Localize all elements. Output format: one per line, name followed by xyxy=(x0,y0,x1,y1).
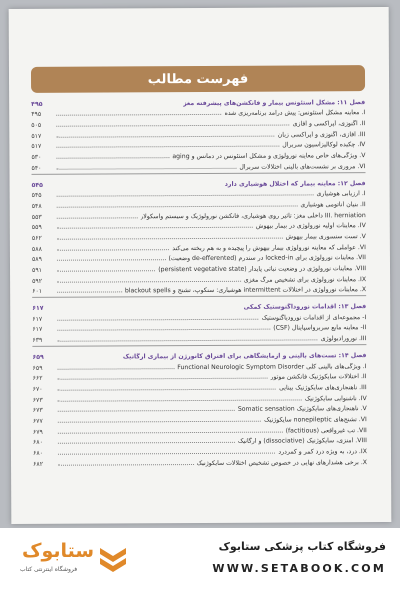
entry-page-number: ۶۷۹ xyxy=(32,428,43,436)
entry-page-number: ۵۸۸ xyxy=(31,245,42,253)
leader-dots xyxy=(57,270,155,272)
footer-banner xyxy=(0,528,400,589)
leader-dots xyxy=(58,453,275,455)
toc-entry[interactable] xyxy=(31,159,365,171)
entry-title: VI. عواملی که معاینه نورولوژی بیمار بیهوش را پیچیده و به هم ریخته می‌کند xyxy=(172,243,366,252)
entry-page-number: ۵۵۹ xyxy=(31,224,42,232)
entry-title: IX. درد، به ویژه درد کمر و کمردرد xyxy=(278,448,367,456)
entry-title: VII. تب غیرواقعی (factitious) xyxy=(285,426,367,435)
leader-dots xyxy=(58,399,302,401)
entry-title: IV. چکیده لوکالیزاسیون سربرال xyxy=(282,141,366,150)
entry-title: III. نوروراديولوژی xyxy=(320,335,367,343)
entry-page-number: ۵۴۵ xyxy=(31,192,42,200)
leader-dots xyxy=(56,125,289,127)
entry-title: V. ویژگی‌های خاص معاینه نورولوژی و مشکل استئونس در دمانس و aging xyxy=(172,152,366,161)
book-page xyxy=(9,7,392,524)
toc-entry[interactable] xyxy=(32,332,366,344)
entry-page-number: ۶۸۰ xyxy=(32,439,43,447)
entry-title: III. آفازی، آگنوزی و آپراکسی زبان xyxy=(277,130,366,139)
leader-dots xyxy=(57,195,314,197)
entry-title: I. معاینه مشکل استئونس: پیش درآمد برنامه‌ریزی شده xyxy=(224,109,366,118)
leader-dots xyxy=(57,259,166,261)
entry-page-number: ۶۶۲ xyxy=(32,375,43,383)
section-title: فصل ۱۴: تست‌های بالینی و آزمایشگاهی برای افتراق کانورژن از بیماری ارگانیک xyxy=(122,351,367,361)
entry-title: I. ارزیابی هوشیاری xyxy=(316,190,366,198)
entry-title: II. اختلالات سایکوژنیک فانکشن موتور xyxy=(270,373,367,381)
entry-title: IV. معاینات اولیه نورولوژی در بیمار بیهوش xyxy=(255,222,366,230)
toc-entry[interactable] xyxy=(32,283,366,295)
entry-title: I- مجموعه‌ای از اقدامات نورودیاگنوستیک xyxy=(261,313,367,322)
entry-title: VI. مروری بر نشست‌های بالینی اختلالات سربرال xyxy=(239,162,366,171)
entry-title: VII. معاینات نورولوژی برای locked-in در سندرم (de-efferented وضعیت) xyxy=(168,254,366,263)
entry-page-number: ۵۵۳ xyxy=(31,213,42,221)
toc-entry[interactable] xyxy=(31,149,365,161)
entry-page-number: ۴۹۵ xyxy=(31,111,42,119)
toc-header-bar xyxy=(31,65,365,93)
entry-page-number: ۵۸۹ xyxy=(31,256,42,264)
leader-dots xyxy=(58,442,235,444)
leader-dots xyxy=(56,157,169,159)
entry-page-number: ۶۷۰ xyxy=(32,385,43,393)
section-divider xyxy=(32,172,366,175)
entry-page-number: ۶۱۷ xyxy=(32,315,43,323)
setabook-logo[interactable] xyxy=(10,540,130,580)
leader-dots xyxy=(58,464,194,466)
entry-title: III. herniation داخلی مغز: تأثیر روی هوشیاری، فانکشن نورولوژیک و سیستم واسکولار xyxy=(140,211,366,220)
toc-section-heading[interactable] xyxy=(31,95,365,107)
leader-dots xyxy=(57,227,253,229)
entry-page-number: ۶۱۷ xyxy=(32,326,43,334)
entry-title: V. تست سنسوری بیمار بیهوش xyxy=(285,233,366,241)
entry-page-number: ۶۰۱ xyxy=(32,288,43,296)
store-name: فروشگاه کتاب پزشکی ستابوک xyxy=(218,540,386,553)
entry-page-number: ۵۰۵ xyxy=(31,121,42,129)
section-page-number: ۴۹۵ xyxy=(31,100,43,108)
toc-entry[interactable] xyxy=(32,219,366,231)
entry-page-number: ۶۷۷ xyxy=(32,417,43,425)
entry-page-number: ۶۳۹ xyxy=(32,336,43,345)
entry-page-number: ۵۴۸ xyxy=(31,202,42,210)
leader-dots xyxy=(57,249,169,251)
toc-entry[interactable] xyxy=(32,240,366,252)
section-title: فصل ۱۲: معاینه بیمار که اختلال هوشیاری دارد xyxy=(224,179,366,188)
section-divider xyxy=(32,344,366,347)
leader-dots xyxy=(57,217,138,218)
section-page-number: ۵۴۵ xyxy=(31,181,43,189)
section-page-number: ۶۱۷ xyxy=(32,304,44,312)
leader-dots xyxy=(56,168,236,170)
entry-page-number: ۶۷۳ xyxy=(32,407,43,415)
toc-section-heading[interactable] xyxy=(32,348,366,360)
section-page-number: ۶۵۹ xyxy=(32,353,44,361)
leader-dots xyxy=(58,378,268,380)
toc-entry[interactable] xyxy=(32,251,366,263)
toc-title: فهرست مطالب xyxy=(147,71,249,87)
logo-text: ستابوک xyxy=(22,540,95,562)
toc-entry[interactable] xyxy=(32,359,366,371)
leader-dots xyxy=(57,280,241,282)
entry-page-number: ۶۵۹ xyxy=(32,364,43,372)
toc-entry[interactable] xyxy=(32,229,366,241)
toc-entry[interactable] xyxy=(32,187,366,199)
entry-page-number: ۶۷۳ xyxy=(32,396,43,404)
entry-page-number: ۵۱۷ xyxy=(31,143,42,151)
entry-page-number: ۵۹۱ xyxy=(32,266,43,274)
leader-dots xyxy=(57,318,258,320)
entry-title: II. آگنوزی، آپراکسی و آفازی xyxy=(292,120,366,128)
table-of-contents xyxy=(31,95,367,467)
leader-dots xyxy=(58,431,283,433)
leader-dots xyxy=(58,368,175,370)
leader-dots xyxy=(57,309,240,310)
section-divider xyxy=(32,296,366,299)
entry-title: VIII. آمنزی، سایکوژنیک (dissociative) و ارگانیک xyxy=(237,437,367,446)
toc-entry[interactable] xyxy=(33,455,367,467)
entry-title: I. ویژگی‌های بالینی کلی Functional Neurologic Symptom Disorder xyxy=(177,362,367,371)
entry-title: V. ناهنجاری‌های سایکوژنیک Somatic sensation xyxy=(237,405,367,414)
entry-title: VI. تشنج‌های nonepileptic سایکوژنیک xyxy=(264,416,367,424)
leader-dots xyxy=(58,421,261,423)
entry-title: IX. معاینات نورولوژی برای تشخیص مرگ مغزی xyxy=(243,275,367,284)
entry-page-number: ۵۳۰ xyxy=(31,153,42,162)
toc-entry[interactable] xyxy=(32,197,366,209)
toc-entry[interactable] xyxy=(32,208,366,220)
leader-dots xyxy=(57,340,317,342)
entry-title: II- معاینه مایع سربرواسپاینال (CSF) xyxy=(273,324,367,333)
entry-title: VIII. معاینات نورولوژی در وضعیت نباتی پایدار (persistent vegetative state) xyxy=(158,265,367,274)
leader-dots xyxy=(58,410,235,412)
store-url[interactable]: WWW.SETABOOK.COM xyxy=(212,562,386,575)
toc-entry[interactable] xyxy=(32,261,366,273)
leader-dots xyxy=(57,238,283,240)
entry-title: IV. ناشنوایی سایکوژنیک xyxy=(304,394,367,403)
logo-subtitle: فروشگاه اینترنتی کتاب xyxy=(20,566,78,573)
entry-title: II. بنیان آناتومی هوشیاری xyxy=(300,201,366,209)
entry-title: X. معاینات نورولوژی در اختلالات intermittent هوشیاری: سنکوپ، تشنج و blackout spells xyxy=(124,286,367,295)
entry-title: III. ناهنجاری‌های سایکوژنیک بینایی xyxy=(279,384,367,392)
entry-title: X. برخی هشدارهای نهایی در خصوص تشخیص اختلالات سایکوژنیک xyxy=(196,458,368,467)
toc-section-heading[interactable] xyxy=(32,176,366,188)
section-title: فصل ۱۱: مشکل استئونس بیمار و فانکشن‌های پیشرفته مغز xyxy=(183,98,366,107)
leader-dots xyxy=(57,292,122,293)
entry-page-number: ۶۸۲ xyxy=(33,460,44,468)
entry-page-number: ۵۹۲ xyxy=(32,277,43,285)
leader-dots xyxy=(58,388,276,390)
entry-page-number: ۵۱۷ xyxy=(31,132,42,140)
entry-page-number: ۵۶۲ xyxy=(31,234,42,242)
leader-dots xyxy=(56,135,274,137)
leader-dots xyxy=(56,146,279,148)
leader-dots xyxy=(56,114,221,116)
leader-dots xyxy=(56,105,180,106)
book-chevron-icon xyxy=(98,542,128,574)
leader-dots xyxy=(57,205,298,207)
leader-dots xyxy=(57,185,222,186)
leader-dots xyxy=(57,329,270,331)
entry-page-number: ۵۴۰ xyxy=(31,164,42,172)
section-title: فصل ۱۳: اقدامات نوروداگنوستیک کمکی xyxy=(243,303,367,311)
entry-page-number: ۶۸۰ xyxy=(32,449,43,457)
